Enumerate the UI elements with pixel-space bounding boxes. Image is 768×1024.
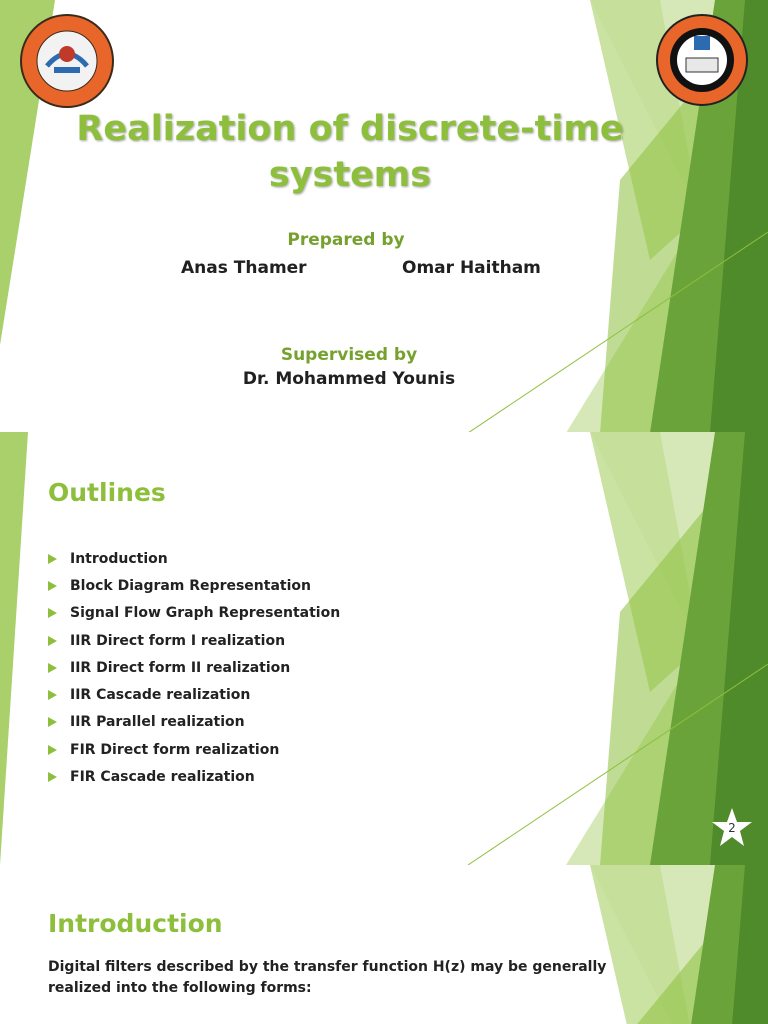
prepared-by-label: Prepared by — [287, 230, 405, 250]
list-item: Block Diagram Representation — [48, 572, 340, 599]
author-2-name: Omar Haitham — [402, 258, 541, 278]
bullet-arrow-icon — [48, 745, 57, 755]
introduction-text: Digital filters described by the transfer function H(z) may be generally realized into the following forms: — [48, 959, 607, 996]
bullet-arrow-icon — [48, 581, 57, 591]
introduction-heading: Introduction — [48, 909, 223, 938]
bullet-arrow-icon — [48, 663, 57, 673]
list-item: Signal Flow Graph Representation — [48, 600, 340, 627]
bullet-arrow-icon — [48, 554, 57, 564]
bullet-arrow-icon — [48, 690, 57, 700]
bullet-arrow-icon — [48, 717, 57, 727]
supervised-by-label: Supervised by — [280, 345, 418, 365]
outline-heading: Outlines — [48, 478, 166, 507]
college-logo — [20, 14, 114, 108]
list-item: Introduction — [48, 545, 340, 572]
list-item: FIR Cascade realization — [48, 763, 340, 790]
list-item: IIR Cascade realization — [48, 681, 340, 708]
bullet-arrow-icon — [48, 772, 57, 782]
decorative-background — [0, 865, 768, 1024]
list-item: IIR Direct form I realization — [48, 627, 340, 654]
author-1-name: Anas Thamer — [181, 258, 307, 278]
decorative-background — [0, 0, 768, 432]
list-item: IIR Parallel realization — [48, 709, 340, 736]
list-item: IIR Direct form II realization — [48, 654, 340, 681]
supervisor-name: Dr. Mohammed Younis — [242, 369, 456, 389]
bullet-arrow-icon — [48, 608, 57, 618]
presentation-title: Realization of discrete-time systems — [76, 109, 624, 195]
page-number: 2 — [728, 821, 736, 835]
outline-slide — [0, 432, 768, 865]
outline-list — [48, 545, 340, 791]
introduction-slide — [0, 865, 768, 1024]
title-slide — [0, 0, 768, 432]
bullet-arrow-icon — [48, 636, 57, 646]
university-logo — [656, 14, 748, 106]
list-item: FIR Direct form realization — [48, 736, 340, 763]
